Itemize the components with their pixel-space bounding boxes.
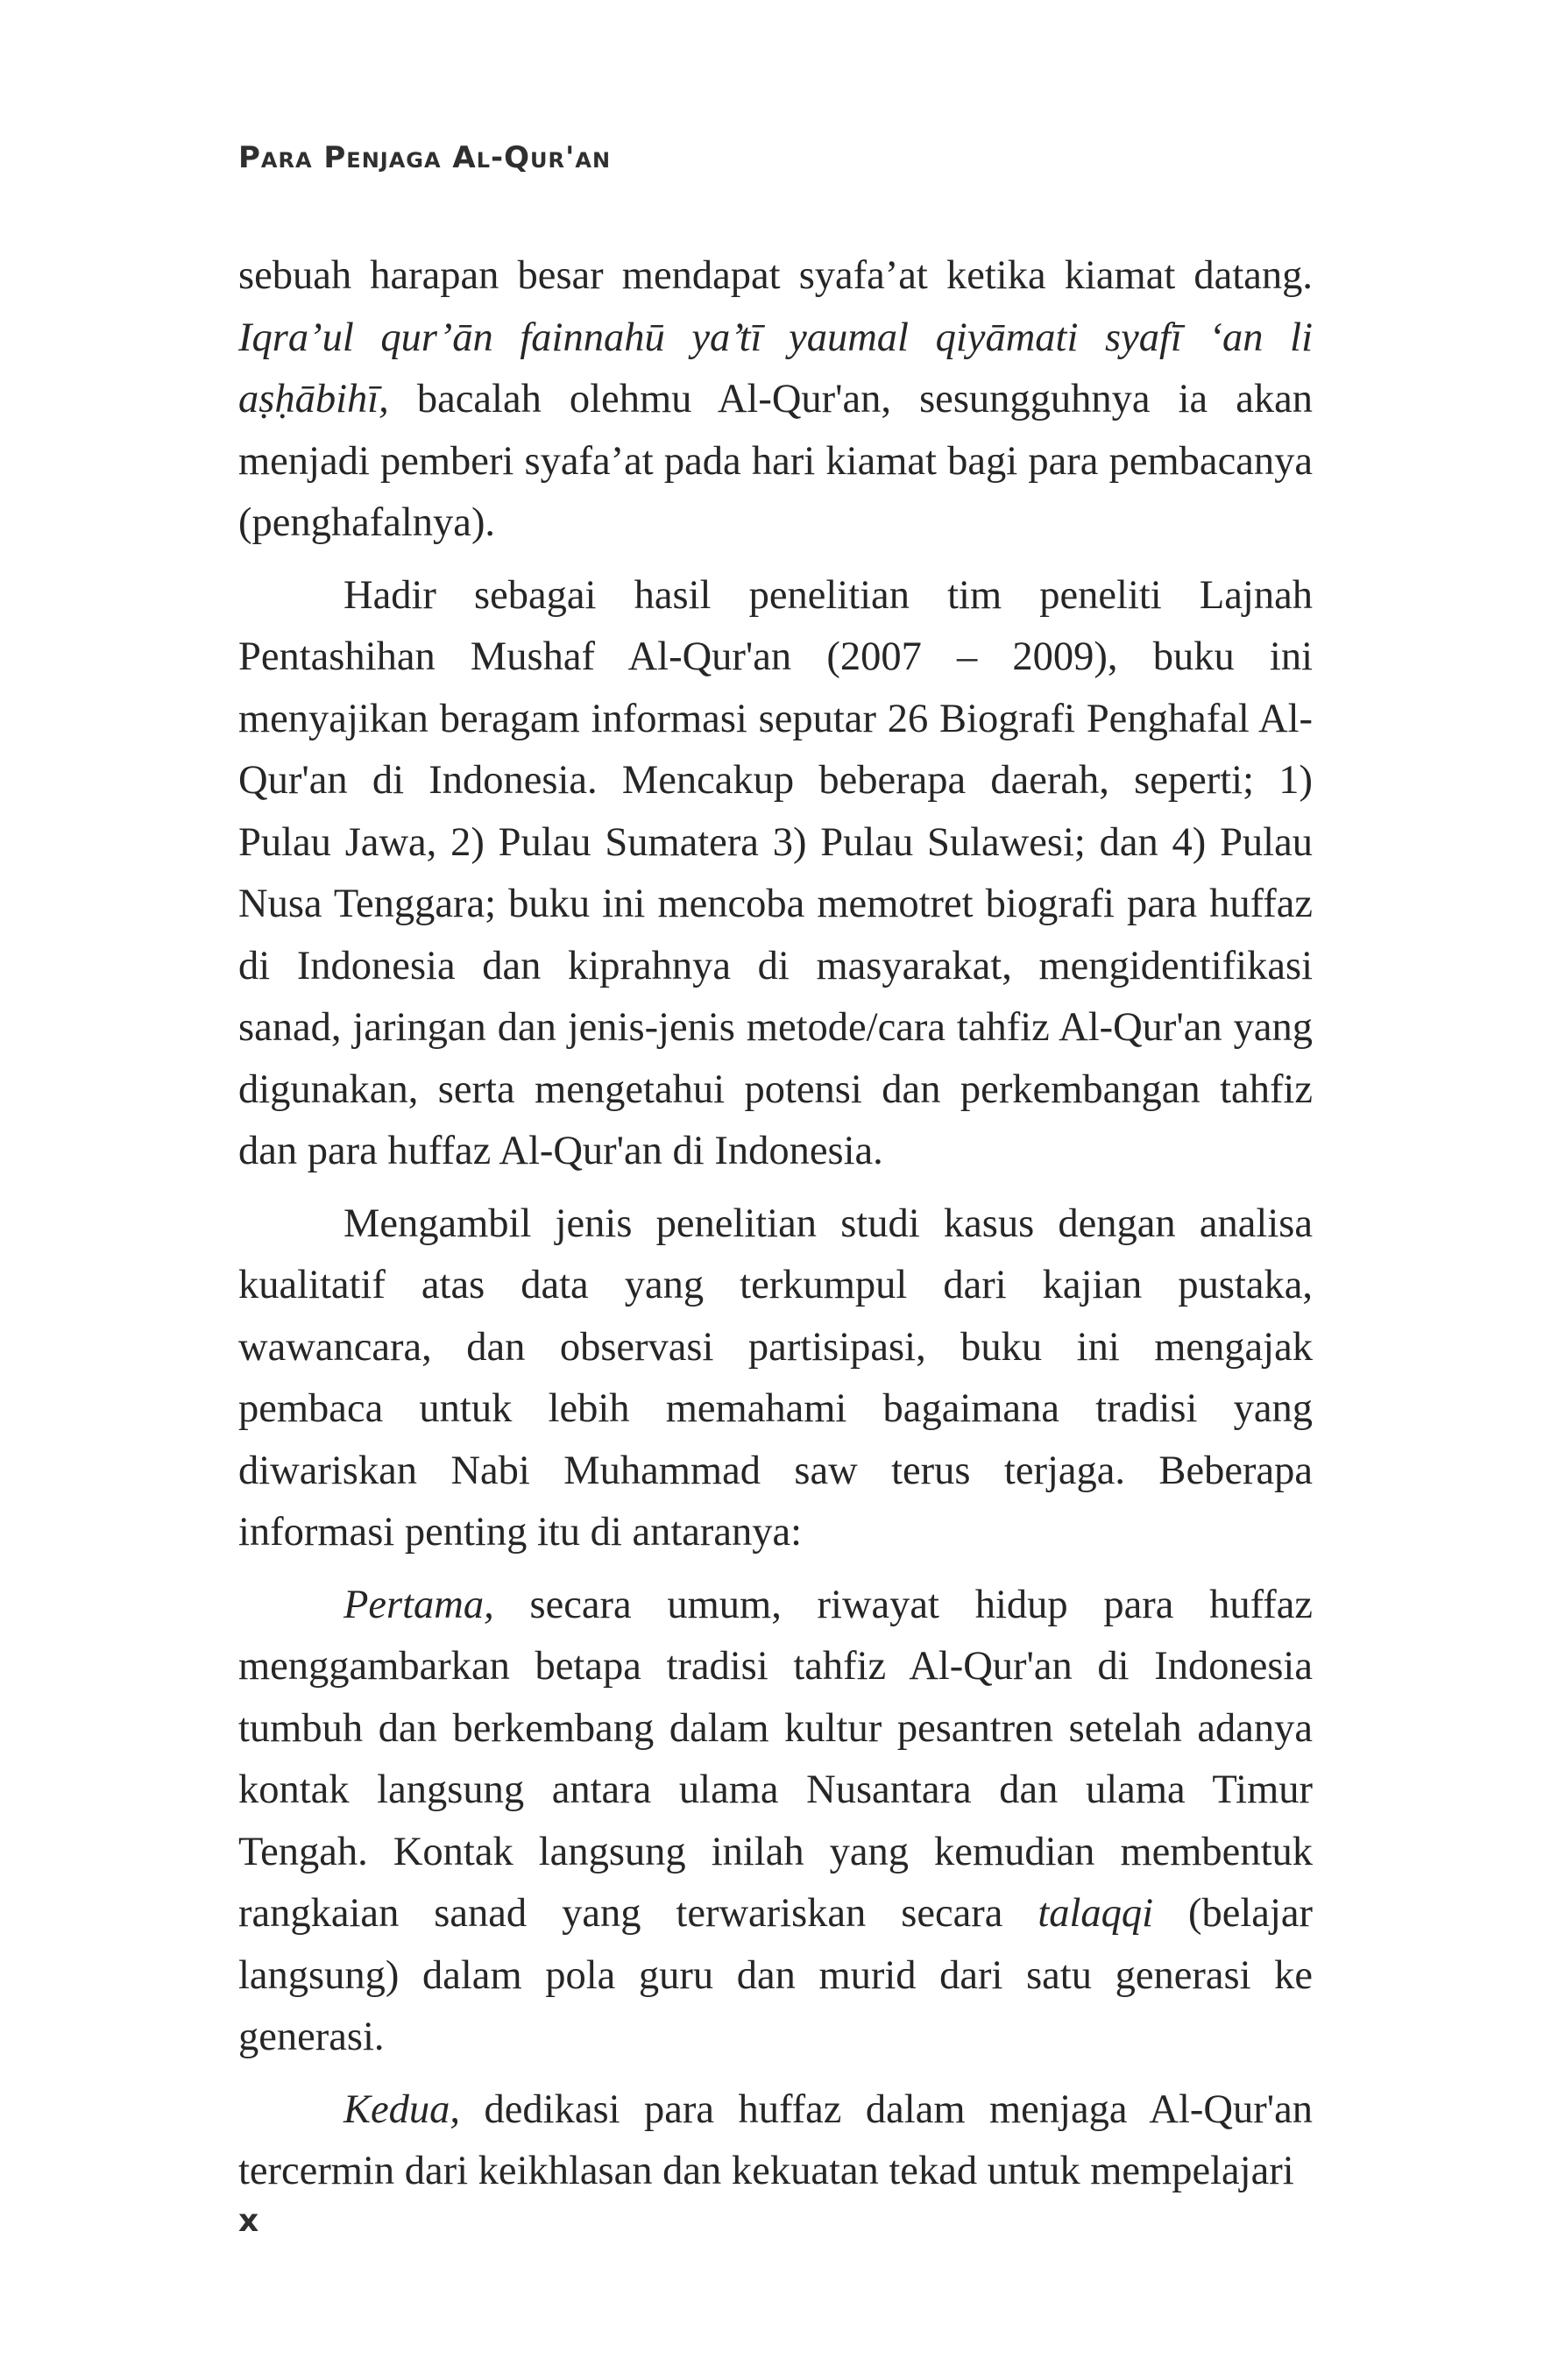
arabic-transliteration: Iqra’ul qur’ān fainnahū ya’tī yaumal qiyāmati syafī ‘an li aṣḥābihī, — [238, 315, 1313, 421]
page-number: x — [238, 2203, 259, 2239]
text-segment: Mengambil jenis penelitian studi kasus dengan analisa kualitatif atas data yang terkumpul dari kajian pustaka, wawancara, dan observasi partisipasi, buku ini mengajak pembaca untuk lebih memahami bagaimana tradisi yang diwariskan Nabi Muhammad saw terus terjaga. Beberapa informasi penting itu di antaranya: — [238, 1201, 1313, 1555]
text-segment: bacalah olehmu Al-Qur'an, sesungguhnya ia akan menjadi pemberi syafa’at pada hari kiamat bagi para pembacanya (penghafalnya). — [238, 377, 1313, 545]
text-segment: sebuah harapan besar mendapat syafa’at ketika kiamat datang. — [238, 253, 1313, 298]
paragraph-4 — [238, 1575, 1313, 2069]
running-head-title: Para Penjaga Al-Qur'an — [238, 140, 612, 175]
emphasis-talaqqi: talaqqi — [1038, 1891, 1154, 1936]
paragraph-3 — [238, 1194, 1313, 1564]
text-segment: Hadir sebagai hasil penelitian tim peneliti Lajnah Pentashihan Mushaf Al-Qur'an (2007 – 2009), buku ini menyajikan beragam informasi seputar 26 Biografi Penghafal Al-Qur'an di Indonesia. Mencakup beberapa daerah, seperti; 1) Pulau Jawa, 2) Pulau Sumatera 3) Pulau Sulawesi; dan 4) Pulau Nusa Tenggara; buku ini mencoba memotret biografi para huffaz di Indonesia dan kiprahnya di masyarakat, mengidentifikasi sanad, jaringan dan jenis-jenis metode/cara tahfiz Al-Qur'an yang digunakan, serta mengetahui potensi dan perkembangan tahfiz dan para huffaz Al-Qur'an di Indonesia. — [238, 572, 1313, 1173]
body-text — [238, 245, 1313, 2214]
emphasis-pertama: Pertama, — [343, 1582, 494, 1627]
paragraph-2 — [238, 565, 1313, 1183]
paragraph-5 — [238, 2079, 1313, 2203]
text-segment: secara umum, riwayat hidup para huffaz menggambarkan betapa tradisi tahfiz Al-Qur'an di Indonesia tumbuh dan berkembang dalam kultur pesantren setelah adanya kontak langsung antara ulama Nusantara dan ulama Timur Tengah. Kontak langsung inilah yang kemudian membentuk rangkaian sanad yang terwariskan secara — [238, 1582, 1313, 1936]
emphasis-kedua: Kedua, — [343, 2086, 461, 2132]
text-segment: (belajar langsung) dalam pola guru dan murid dari satu generasi ke generasi. — [238, 1891, 1313, 2059]
text-segment: dedikasi para huffaz dalam menjaga Al-Qur'an tercermin dari keikhlasan dan kekuatan tekad untuk mempelajari — [238, 2086, 1313, 2193]
paragraph-1 — [238, 245, 1313, 555]
